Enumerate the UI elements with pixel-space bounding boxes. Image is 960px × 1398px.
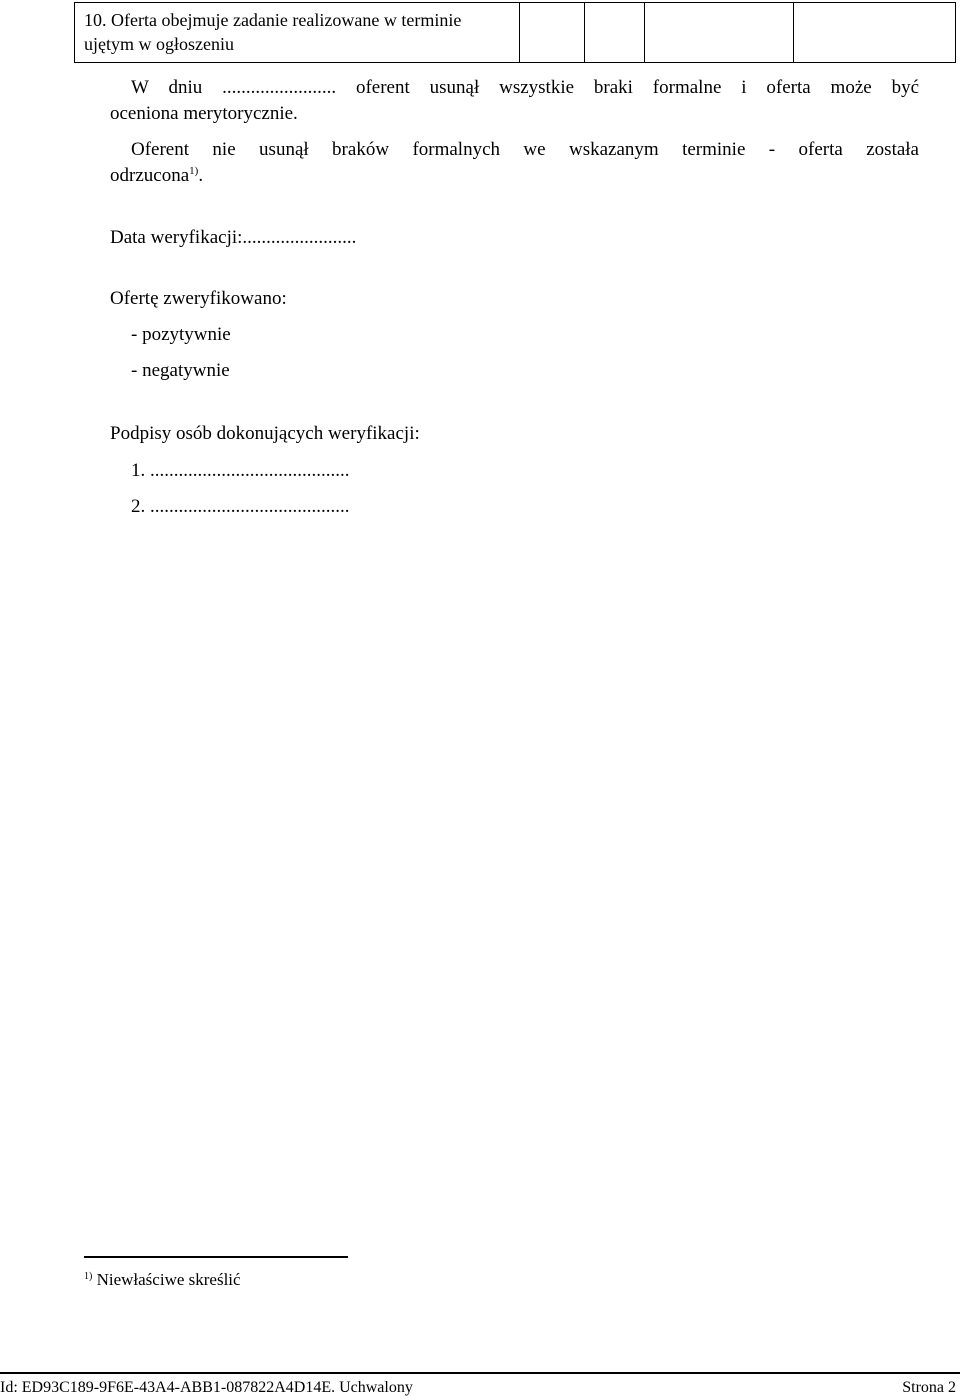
footnote-separator [84, 1256, 348, 1258]
criteria-table [74, 2, 956, 63]
footnote-marker: 1) [84, 1271, 93, 1282]
criteria-label-line-2: ujętym w ogłoszeniu [84, 34, 234, 54]
criteria-cell-5[interactable] [794, 3, 956, 63]
signatures-heading: Podpisy osób dokonujących weryfikacji: [110, 423, 420, 444]
page-number: Strona 2 [902, 1379, 956, 1396]
option-negative: - negatywnie [131, 360, 230, 381]
verification-date: Data weryfikacji:........................ [110, 227, 357, 248]
para1-line-1: W dniu ........................ oferent usunął wszystkie braki formalne i oferta może być [131, 77, 919, 98]
option-positive: - pozytywnie [131, 324, 231, 345]
para1-line-2: oceniona merytorycznie. [110, 103, 298, 124]
footnote-text: Niewłaściwe skreślić [96, 1270, 241, 1289]
signature-line-2: 2. .......................................... [131, 496, 350, 517]
criteria-label-line-1: 10. Oferta obejmuje zadanie realizowane w terminie [84, 10, 462, 30]
criteria-row [75, 3, 956, 63]
criteria-cell-2[interactable] [520, 3, 585, 63]
footnote-ref: 1) [189, 165, 199, 177]
para2-line-2 [110, 163, 203, 189]
footer-separator [0, 1372, 960, 1374]
verified-heading: Ofertę zweryfikowano: [110, 288, 287, 309]
footnote [84, 1270, 241, 1290]
criteria-cell-3[interactable] [585, 3, 645, 63]
criteria-cell-4[interactable] [645, 3, 794, 63]
footer-id: Id: ED93C189-9F6E-43A4-ABB1-087822A4D14E. Uchwalony [0, 1379, 413, 1396]
para2-line-2-text: odrzucona [110, 165, 190, 186]
criteria-label-cell [75, 3, 520, 63]
para2-line-1: Oferent nie usunął braków formalnych we wskazanym terminie - oferta została [131, 139, 919, 160]
para2-line-2-end: . [198, 165, 204, 186]
signature-line-1: 1. .......................................... [131, 460, 350, 481]
